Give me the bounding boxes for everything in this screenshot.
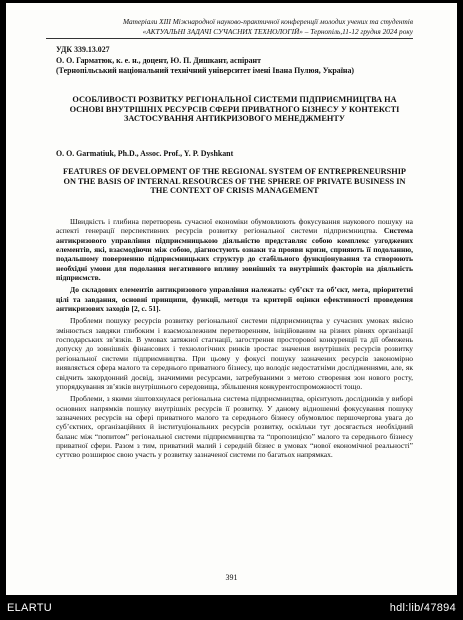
repository-label: ELARTU — [7, 602, 52, 614]
affiliation: (Тернопільський національний технічний університет імені Івана Пулюя, Україна) — [56, 66, 355, 75]
authors-ua: О. О. Гарматюк, к. е. н., доцент, Ю. П. Дишкант, аспірант — [56, 55, 261, 65]
paragraph-1-lead: Швидкість і глибина перетворень сучасної економіки обумовлюють фокусування наукового пошуку на аспекті генерації перспективних ресурсів розвитку регіональної системи підприємництва. — [56, 217, 413, 236]
header-line-1: Матеріали XIII Міжнародної науково-практичної конференції молодих учених та студентів — [123, 17, 413, 26]
article-body — [56, 217, 413, 463]
paragraph-1 — [56, 217, 413, 282]
running-header — [46, 17, 413, 37]
authors-en: O. O. Garmatiuk, Ph.D., Assoc. Prof., Y. P. Dyshkant — [56, 149, 234, 158]
udk-code: УДК 339.13.027 — [56, 45, 110, 54]
paragraph-4: Проблеми, з якими зіштовхнулася регіональна система підприємництва, орієнтують дослідників у виборі основних напрямків пошуку внутрішніх ресурсів її розвитку. У даному відношенні фокусування пошуку зазначених ресурсів на сфері приватного малого та середнього бізнесу обумовлює першочергова увага до суб’єктних, організаційних й інституціональних ресурсів розвитку, оскільки тут досягається необхідний баланс між “попитом” регіональної системи підприємництва та “пропозицією” малого та середнього бізнесу приватної сфери. Разом з тим, приватний малий і середній бізнес в умовах “нової економічної реальності” суттєво розширює свою участь у розвитку зазначеної системи по багатьох напрямках. — [56, 394, 413, 460]
document-page — [6, 3, 457, 595]
title-en: FEATURES OF DEVELOPMENT OF THE REGIONAL SYSTEM OF ENTREPRENEURSHIP ON THE BASIS OF INTERNAL RESOURCES OF THE SPHERE OF PRIVATE BUSINESS IN THE CONTEXT OF CRISIS MANAGEMENT — [63, 167, 406, 196]
handle-identifier: hdl:lib/47894 — [389, 602, 456, 614]
header-rule — [46, 38, 413, 39]
page-number: 391 — [225, 573, 238, 582]
paragraph-2: До складових елементів антикризового управління належать: суб’єкт та об’єкт, мета, пріоритетні цілі та завдання, основні принципи, функції, методи та критерії оцінки ефективності проведення антикризових заходів [2, с. 51]. — [56, 285, 413, 314]
header-line-2: «АКТУАЛЬНІ ЗАДАЧІ СУЧАСНИХ ТЕХНОЛОГІЙ» – Тернопіль,11-12 грудня 2024 року — [142, 27, 413, 36]
article-meta — [56, 45, 413, 77]
paragraph-3: Проблеми пошуку ресурсів розвитку регіональної системи підприємництва у сучасних умовах якісно змінюється завдяки глибоким і взаємозалежним перетворенням, ініційованим на різних рівнях організації господарських зв’язків. В умовах затяжної стагнації, загострення просторової конкуренції та дії обмежень допуску до зовнішніх фінансових і технологічних ринків зростає значення внутрішніх ресурсів розвитку регіональної системи підприємництва. При цьому у фокусі пошуку зазначених ресурсів закономірно виявляється сфера малого та середнього приватного бізнесу, що володіє недостатніми дослідженнями, але, як свідчить закордонний досвід, значимими ресурсами, затребуваними з метою створення зон нового росту, упорядкування зв’язків внутрішнього середовища, збільшення конкурентоспроможності тощо. — [56, 316, 413, 391]
title-ua: ОСОБЛИВОСТІ РОЗВИТКУ РЕГІОНАЛЬНОЇ СИСТЕМИ ПІДПРИЄМНИЦТВА НА ОСНОВІ ВНУТРІШНІХ РЕСУРСІВ СФЕРИ ПРИВАТНОГО БІЗНЕСУ У КОНТЕКСТІ ЗАСТОСУВАННЯ АНТИКРИЗОВОГО МЕНЕДЖМЕНТУ — [69, 95, 400, 124]
paragraph-1-bold: Система антикризового управління підприємницькою діяльністю представляє собою комплекс узгоджених елементів, які, взаємодіючи між собою, діагностують ознаки та прояви кризи, сприяють її подоланню, подальшому поверненню підприємницьких структур до стабільного функціонування та створюють необхідні умови для подолання негативного впливу зовнішніх та внутрішніх факторів на діяльність підприємств. — [56, 226, 413, 283]
